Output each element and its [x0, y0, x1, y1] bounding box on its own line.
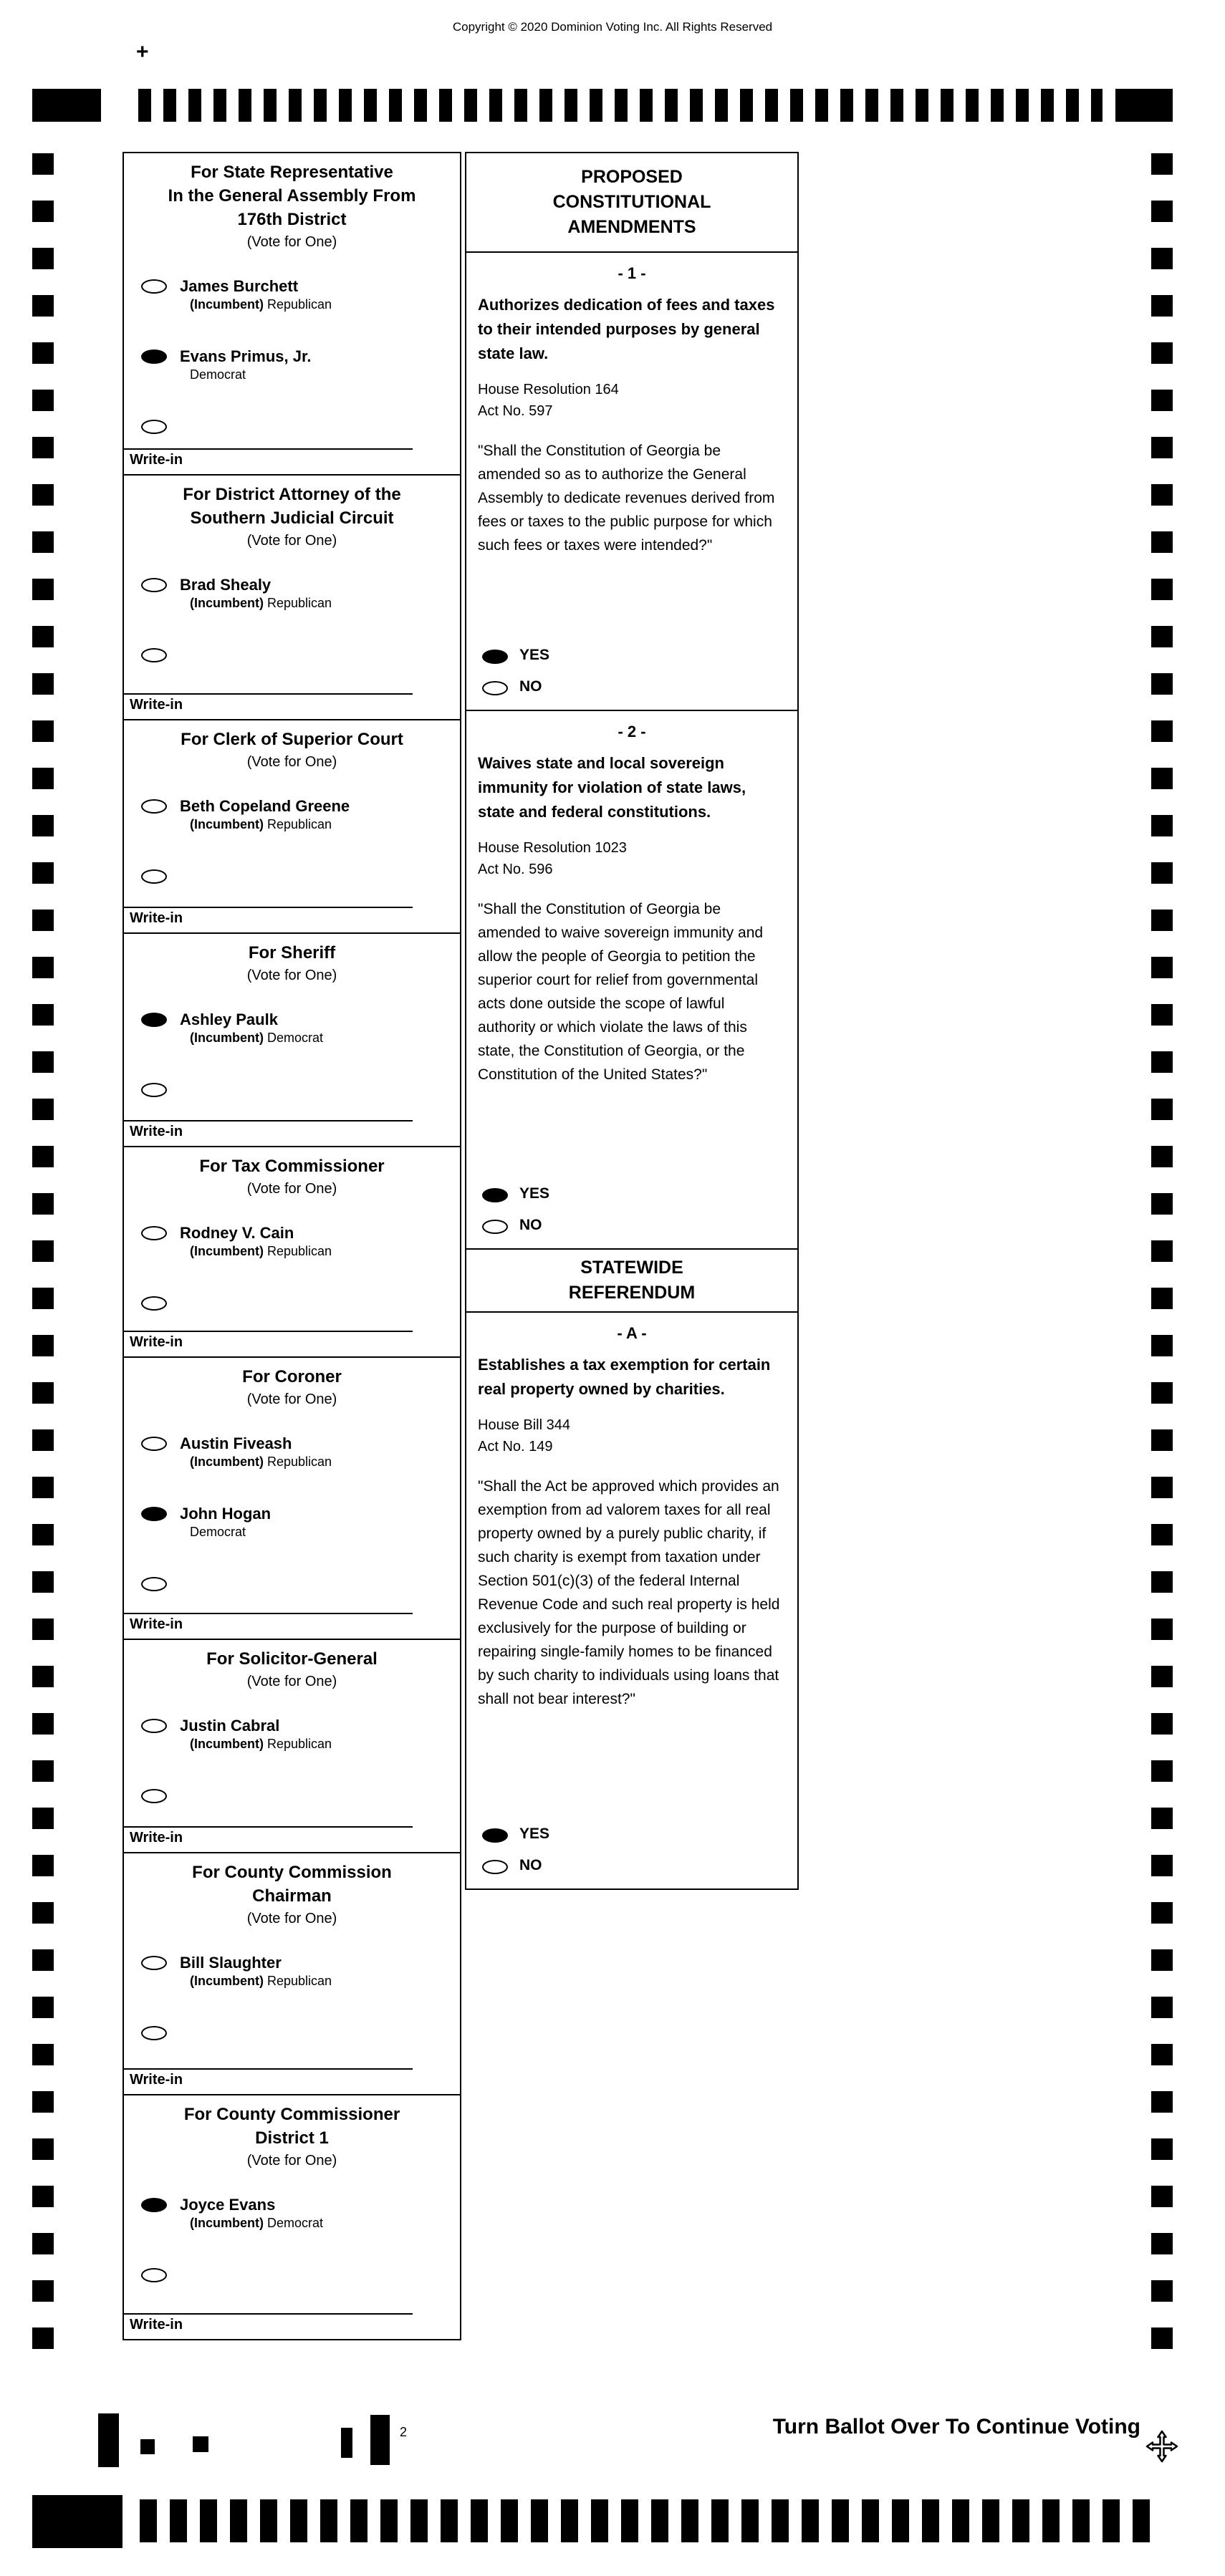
write-in-area — [124, 448, 460, 474]
measure-number: - 1 - — [618, 264, 646, 282]
party-label: Democrat — [267, 1031, 324, 1045]
candidate-info — [180, 277, 332, 313]
vote-bubble[interactable] — [141, 1956, 167, 1970]
contest-column — [123, 152, 461, 2340]
measure-question: "Shall the Constitution of Georgia be amended to waive sovereign immunity and allow the people of Georgia to petition the superior court for relief from governmental acts done outside the scope of lawful authority or which violate the laws of this state, the Constitution of Georgia, or the Constitution of the United States?" — [478, 901, 764, 1083]
measures-header — [465, 1248, 799, 1313]
candidate-detail — [180, 1735, 332, 1752]
no-bubble[interactable] — [482, 1860, 508, 1874]
write-in-row — [124, 1575, 460, 1591]
no-label: NO — [519, 1217, 542, 1233]
measure-reference — [478, 1414, 786, 1457]
candidate-detail — [180, 1523, 271, 1540]
write-in-bubble[interactable] — [141, 2026, 167, 2040]
contest-box — [123, 2094, 461, 2340]
candidate-row — [124, 1010, 460, 1046]
turn-ballot-instruction: Turn Ballot Over To Continue Voting — [772, 2415, 1140, 2438]
timing-bars — [140, 2499, 1150, 2542]
write-in-label: Write-in — [130, 1334, 183, 1350]
candidate-name: Bill Slaughter — [180, 1954, 282, 1972]
yes-label: YES — [519, 1185, 550, 1202]
yes-label: YES — [519, 647, 550, 663]
party-label: Republican — [267, 1974, 332, 1988]
contest-box — [123, 152, 461, 476]
vote-for-instruction: (Vote for One) — [246, 754, 337, 770]
write-in-area — [124, 1331, 460, 1356]
measure-number: - 2 - — [618, 723, 646, 741]
footer-mark — [98, 2413, 119, 2467]
vote-bubble[interactable] — [141, 578, 167, 592]
write-in-area — [124, 2068, 460, 2094]
candidate-info — [180, 2196, 323, 2232]
candidate-row — [124, 1434, 460, 1470]
write-in-label: Write-in — [130, 1124, 183, 1139]
yes-row — [478, 1825, 786, 1843]
candidate-row — [124, 1505, 460, 1540]
filled-vote-bubble[interactable] — [141, 2198, 167, 2212]
incumbent-label: (Incumbent) — [190, 817, 267, 831]
vote-bubble[interactable] — [141, 1719, 167, 1733]
incumbent-label: (Incumbent) — [190, 297, 267, 312]
contest-title-line: Southern Judicial Circuit — [190, 508, 394, 528]
measure-reference — [478, 837, 786, 880]
candidate-name: Joyce Evans — [180, 2196, 276, 2214]
no-row — [478, 678, 786, 695]
timing-marks-left — [32, 153, 54, 2360]
candidate-row — [124, 347, 460, 383]
measure-reference-line: House Resolution 164 — [478, 382, 619, 397]
vote-for-instruction: (Vote for One) — [246, 1181, 337, 1197]
footer-mark — [341, 2428, 352, 2458]
write-in-bubble[interactable] — [141, 1577, 167, 1591]
write-in-bubble[interactable] — [141, 1296, 167, 1311]
candidate-info — [180, 1717, 332, 1752]
measure-summary: Waives state and local sovereign immunity for violation of state laws, state and federal constitutions. — [478, 754, 746, 821]
write-in-label: Write-in — [130, 2317, 183, 2333]
candidate-detail — [180, 1972, 332, 1989]
write-in-row — [124, 646, 460, 662]
contest-title-line: District 1 — [255, 2128, 329, 2148]
candidate-detail — [180, 1243, 332, 1260]
party-label: Democrat — [190, 1525, 246, 1539]
contest-title — [124, 1861, 460, 1908]
filled-vote-bubble[interactable] — [141, 1013, 167, 1027]
measure-reference-line: Act No. 597 — [478, 403, 553, 419]
contest-box — [123, 719, 461, 934]
party-label: Republican — [267, 596, 332, 610]
party-label: Republican — [267, 817, 332, 831]
measures-column — [465, 152, 799, 1890]
contest-title-line: For Tax Commissioner — [199, 1157, 385, 1176]
contest-box — [123, 1356, 461, 1640]
party-label: Republican — [267, 1244, 332, 1258]
measure-number: - A - — [617, 1324, 647, 1342]
no-label: NO — [519, 1857, 542, 1873]
contest-title — [124, 483, 460, 530]
contest-title — [124, 160, 460, 231]
yes-row — [478, 1185, 786, 1202]
timing-block-left — [32, 89, 101, 122]
candidate-info — [180, 1224, 332, 1260]
write-in-area — [124, 1613, 460, 1639]
measure-reference-line: House Bill 344 — [478, 1417, 570, 1433]
contest-title-line: For District Attorney of the — [183, 485, 401, 504]
candidate-info — [180, 347, 311, 383]
candidate-detail — [180, 594, 332, 612]
copyright-notice: Copyright © 2020 Dominion Voting Inc. All Rights Reserved — [452, 20, 773, 34]
candidate-row — [124, 797, 460, 833]
vote-for-instruction: (Vote for One) — [246, 234, 337, 250]
candidate-name: Brad Shealy — [180, 576, 272, 594]
contest-title — [124, 941, 460, 965]
no-row — [478, 1857, 786, 1874]
vote-bubble[interactable] — [141, 799, 167, 814]
filled-vote-bubble[interactable] — [141, 349, 167, 364]
incumbent-label: (Incumbent) — [190, 1737, 267, 1751]
incumbent-label: (Incumbent) — [190, 1244, 267, 1258]
filled-vote-bubble[interactable] — [141, 1507, 167, 1521]
page-number: 2 — [400, 2425, 408, 2439]
write-in-row — [124, 2266, 460, 2282]
measure-section — [465, 1311, 799, 1890]
vote-bubble[interactable] — [141, 1437, 167, 1451]
contest-title-line: In the General Assembly From — [168, 186, 416, 206]
contest-title-line: For Clerk of Superior Court — [181, 730, 403, 749]
party-label: Republican — [267, 1455, 332, 1469]
measures-header-line: AMENDMENTS — [567, 217, 696, 237]
timing-block-right — [1115, 89, 1173, 122]
no-label: NO — [519, 678, 542, 695]
measures-header-line: REFERENDUM — [568, 1283, 696, 1303]
filled-yes-bubble[interactable] — [482, 1188, 508, 1202]
measures-header-line: PROPOSED — [581, 167, 683, 187]
candidate-name: Beth Copeland Greene — [180, 797, 350, 815]
vote-bubble[interactable] — [141, 279, 167, 294]
candidate-detail — [180, 296, 332, 313]
write-in-row — [124, 1787, 460, 1803]
measure-section — [465, 710, 799, 1250]
candidate-name: John Hogan — [180, 1505, 272, 1523]
measures-header — [465, 152, 799, 253]
write-in-area — [124, 1826, 460, 1852]
contest-box — [123, 932, 461, 1147]
yes-row — [478, 647, 786, 664]
candidate-name: Justin Cabral — [180, 1717, 280, 1735]
contest-title — [124, 1365, 460, 1389]
timing-bars — [138, 89, 1102, 122]
write-in-area — [124, 907, 460, 932]
write-in-label: Write-in — [130, 697, 183, 713]
measures-header-line: STATEWIDE — [580, 1258, 683, 1278]
candidate-name: James Burchett — [180, 277, 299, 295]
candidate-info — [180, 1010, 323, 1046]
candidate-row — [124, 1224, 460, 1260]
measure-reference-line: Act No. 596 — [478, 862, 553, 877]
contest-title — [124, 1154, 460, 1178]
write-in-bubble[interactable] — [141, 1083, 167, 1097]
measure-reference — [478, 379, 786, 422]
contest-title — [124, 1647, 460, 1671]
party-label: Republican — [267, 297, 332, 312]
candidate-name: Evans Primus, Jr. — [180, 347, 312, 365]
measure-question: "Shall the Act be approved which provides an exemption from ad valorem taxes for all real property owned by a purely public charity, if such charity is exempt from taxation under Section 501(c)(3) of the federal Internal Revenue Code and such real property is held exclusively for the purpose of building or repairing single-family homes to be financed by such charity to individuals using loans that shall not bear interest?" — [478, 1478, 780, 1707]
timing-marks-bottom — [32, 2499, 1150, 2545]
write-in-bubble[interactable] — [141, 2268, 167, 2282]
contest-title-line: Chairman — [252, 1886, 332, 1906]
no-row — [478, 1217, 786, 1234]
candidate-name: Rodney V. Cain — [180, 1224, 294, 1242]
candidate-info — [180, 1505, 271, 1540]
candidate-row — [124, 1717, 460, 1752]
write-in-label: Write-in — [130, 1830, 183, 1846]
write-in-area — [124, 1120, 460, 1146]
move-cursor-icon — [1145, 2429, 1179, 2464]
contest-box — [123, 1146, 461, 1358]
measure-summary: Authorizes dedication of fees and taxes to their intended purposes by general state law. — [478, 296, 775, 362]
vote-for-instruction: (Vote for One) — [246, 968, 337, 983]
contest-title-line: For Sheriff — [248, 943, 336, 963]
write-in-label: Write-in — [130, 1616, 183, 1632]
contest-title-line: For Coroner — [242, 1367, 342, 1386]
candidate-detail — [180, 366, 311, 383]
candidate-detail — [180, 816, 350, 833]
write-in-bubble[interactable] — [141, 869, 167, 884]
write-in-row — [124, 1081, 460, 1097]
party-label: Democrat — [267, 2216, 324, 2230]
incumbent-label: (Incumbent) — [190, 1974, 267, 1988]
party-label: Republican — [267, 1737, 332, 1751]
measure-reference-line: Act No. 149 — [478, 1439, 553, 1455]
measure-summary: Establishes a tax exemption for certain real property owned by charities. — [478, 1356, 771, 1398]
footer-mark — [370, 2415, 390, 2465]
filled-yes-bubble[interactable] — [482, 650, 508, 664]
footer-mark — [140, 2439, 155, 2454]
vote-for-instruction: (Vote for One) — [246, 2153, 337, 2169]
no-bubble[interactable] — [482, 681, 508, 695]
write-in-bubble[interactable] — [141, 648, 167, 662]
candidate-row — [124, 576, 460, 612]
contest-title — [124, 728, 460, 751]
vote-for-instruction: (Vote for One) — [246, 1391, 337, 1407]
contest-box — [123, 1639, 461, 1853]
vote-for-instruction: (Vote for One) — [246, 1911, 337, 1926]
contest-title-line: For State Representative — [191, 163, 393, 182]
contest-box — [123, 1852, 461, 2095]
vote-for-instruction: (Vote for One) — [246, 533, 337, 549]
filled-yes-bubble[interactable] — [482, 1828, 508, 1843]
write-in-row — [124, 1294, 460, 1311]
timing-marks-right — [1151, 153, 1173, 2360]
contest-title — [124, 2103, 460, 2150]
write-in-area — [124, 2313, 460, 2339]
candidate-detail — [180, 1453, 332, 1470]
candidate-info — [180, 1954, 332, 1989]
candidate-info — [180, 1434, 332, 1470]
timing-marks-top — [32, 89, 1173, 122]
candidate-name: Austin Fiveash — [180, 1434, 292, 1452]
incumbent-label: (Incumbent) — [190, 596, 267, 610]
candidate-info — [180, 576, 332, 612]
measure-reference-line: House Resolution 1023 — [478, 840, 627, 856]
contest-title-line: For Solicitor-General — [206, 1649, 378, 1669]
write-in-bubble[interactable] — [141, 1789, 167, 1803]
vote-bubble[interactable] — [141, 1226, 167, 1240]
measure-section — [465, 251, 799, 711]
yes-label: YES — [519, 1825, 550, 1842]
no-bubble[interactable] — [482, 1220, 508, 1234]
candidate-info — [180, 797, 350, 833]
contest-title-line: For County Commission — [192, 1863, 392, 1882]
timing-block-left — [32, 2495, 123, 2548]
write-in-label: Write-in — [130, 910, 183, 926]
incumbent-label: (Incumbent) — [190, 2216, 267, 2230]
write-in-label: Write-in — [130, 452, 183, 468]
contest-title-line: 176th District — [237, 210, 347, 229]
candidate-detail — [180, 2214, 323, 2232]
write-in-row — [124, 418, 460, 434]
incumbent-label: (Incumbent) — [190, 1455, 267, 1469]
vote-for-instruction: (Vote for One) — [246, 1674, 337, 1689]
candidate-row — [124, 2196, 460, 2232]
measure-question: "Shall the Constitution of Georgia be amended so as to authorize the General Assembly to dedicate revenues derived from fees or taxes to the public purpose for which such fees or taxes were intended?" — [478, 443, 775, 554]
write-in-label: Write-in — [130, 2072, 183, 2088]
write-in-row — [124, 2024, 460, 2040]
write-in-bubble[interactable] — [141, 420, 167, 434]
write-in-row — [124, 867, 460, 884]
measures-header-line: CONSTITUTIONAL — [552, 192, 711, 212]
candidate-detail — [180, 1029, 323, 1046]
write-in-area — [124, 693, 460, 719]
candidate-row — [124, 277, 460, 313]
candidate-row — [124, 1954, 460, 1989]
registration-mark: + — [136, 40, 149, 64]
footer-mark — [193, 2436, 208, 2452]
incumbent-label: (Incumbent) — [190, 1031, 267, 1045]
contest-box — [123, 474, 461, 720]
contest-title-line: For County Commissioner — [183, 2105, 400, 2124]
party-label: Democrat — [190, 367, 246, 382]
candidate-name: Ashley Paulk — [180, 1010, 278, 1028]
